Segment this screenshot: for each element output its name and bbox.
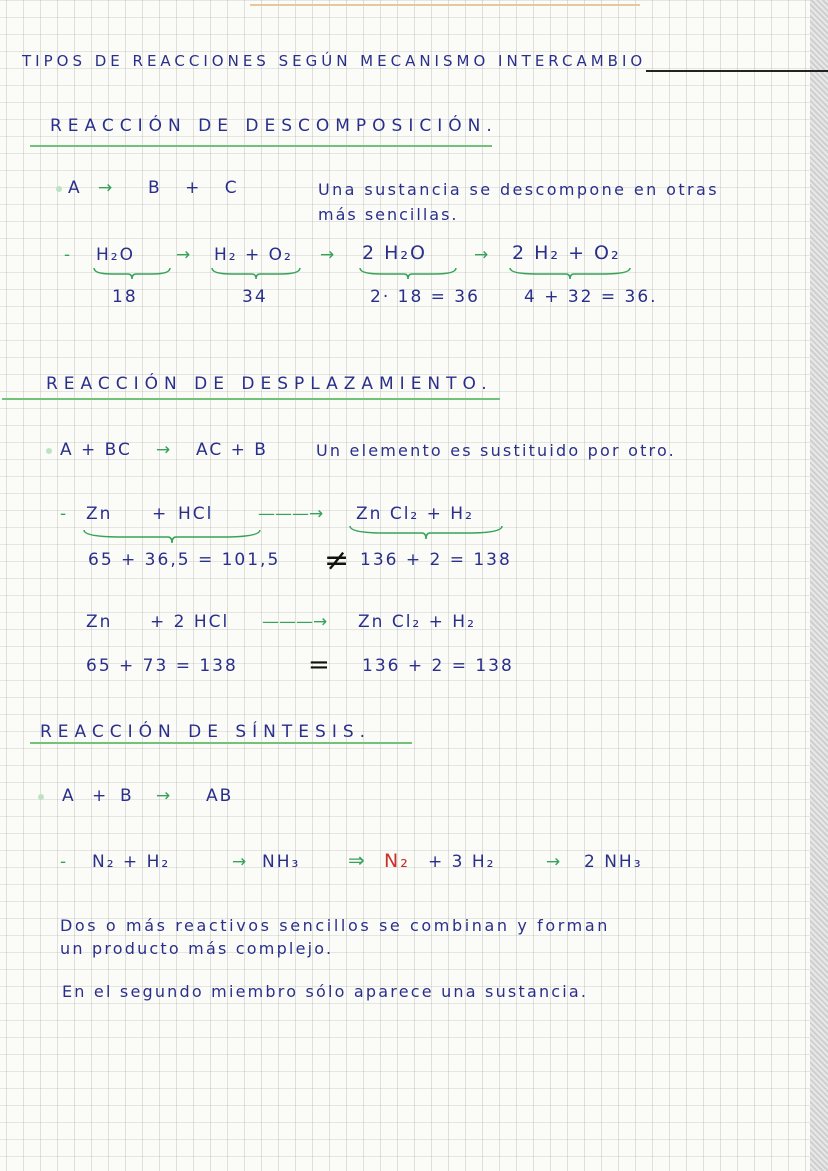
mass2-sum-left: 65 + 73 = 138	[86, 656, 238, 676]
underbrace	[82, 528, 262, 544]
heading-underline	[2, 398, 500, 400]
mass2-sum-right: 136 + 2 = 138	[362, 656, 514, 676]
reaction-arrow: →	[546, 852, 563, 872]
synthesis-product: NH₃	[262, 852, 301, 872]
general-products: B + C	[148, 178, 239, 198]
example-zn: Zn	[86, 504, 113, 524]
balanced-nh3: 2 NH₃	[584, 852, 643, 872]
example-dash: -	[60, 504, 69, 524]
example-products: Zn Cl₂ + H₂	[356, 504, 474, 524]
balanced-products: 2 H₂ + O₂	[512, 242, 621, 264]
example2-hcl: + 2 HCl	[150, 612, 230, 632]
general-reactants: A + BC	[60, 440, 132, 460]
definition-line: Un elemento es sustituido por otro.	[316, 441, 676, 460]
bullet-dot	[56, 186, 62, 192]
underbrace	[508, 266, 632, 280]
bullet-dot	[46, 448, 52, 454]
mass-h2o: 18	[112, 287, 138, 307]
reaction-arrow: →	[232, 852, 249, 872]
example-products: H₂ + O₂	[214, 245, 293, 265]
mass-h2-o2: 34	[242, 287, 268, 307]
reaction-arrow: →	[156, 440, 173, 460]
reaction-arrow: →	[320, 245, 337, 265]
definition-line-2: más sencillas.	[318, 205, 459, 224]
example-dash: -	[60, 852, 69, 872]
synthesis-a: A	[62, 786, 76, 806]
reaction-arrow: →	[98, 178, 115, 198]
reaction-arrow: →	[176, 245, 193, 265]
section-heading-desplazamiento: REACCIÓN DE DESPLAZAMIENTO.	[46, 374, 493, 394]
reaction-arrow-long: ———→	[262, 612, 328, 632]
reaction-arrow: →	[474, 245, 491, 265]
general-products: AC + B	[196, 440, 268, 460]
page-title: TIPOS DE REACCIONES SEGÚN MECANISMO INTERCAMBIO	[22, 52, 647, 70]
general-reactant: A	[68, 178, 82, 198]
reaction-arrow-long: ———→	[258, 504, 324, 524]
synthesis-b: B	[120, 786, 134, 806]
equal-sign: =	[308, 650, 332, 680]
example-plus: +	[152, 504, 169, 524]
heading-underline	[30, 742, 412, 744]
example2-products: Zn Cl₂ + H₂	[358, 612, 476, 632]
mass-2h2o: 2· 18 = 36	[370, 287, 480, 307]
underbrace	[92, 266, 172, 280]
notebook-edge	[810, 0, 828, 1171]
note-line-1: Dos o más reactivos sencillos se combinan y forman	[60, 916, 610, 935]
synthesis-plus: +	[92, 786, 109, 806]
section-heading-descomposicion: REACCIÓN DE DESCOMPOSICIÓN.	[50, 116, 498, 136]
example2-zn: Zn	[86, 612, 113, 632]
balanced-reactant: 2 H₂O	[362, 242, 427, 264]
section-heading-sintesis: REACCIÓN DE SÍNTESIS.	[40, 722, 372, 742]
mass-sum-right: 136 + 2 = 138	[360, 550, 512, 570]
synthesis-ab: AB	[206, 786, 234, 806]
underbrace	[210, 266, 302, 280]
reaction-arrow: →	[156, 786, 173, 806]
example-reactant: H₂O	[96, 245, 135, 265]
not-equal-sign: ≠	[324, 543, 352, 578]
note-line-3: En el segundo miembro sólo aparece una sustancia.	[62, 982, 589, 1001]
heading-underline	[30, 145, 492, 147]
underbrace	[348, 524, 504, 540]
balanced-h2: + 3 H₂	[428, 852, 496, 872]
bullet-dot	[38, 794, 44, 800]
example-hcl: HCl	[178, 504, 214, 524]
mass-sum-left: 65 + 36,5 = 101,5	[88, 550, 281, 570]
underbrace	[358, 266, 458, 280]
balanced-n2: N₂	[384, 850, 410, 872]
double-arrow: ⇒	[348, 848, 367, 872]
page-top-line	[250, 4, 640, 6]
title-rule	[646, 70, 828, 72]
synthesis-reactants: N₂ + H₂	[92, 852, 171, 872]
mass-2h2-o2: 4 + 32 = 36.	[524, 287, 658, 307]
definition-line-1: Una sustancia se descompone en otras	[318, 180, 719, 199]
note-line-2: un producto más complejo.	[60, 939, 334, 958]
example-dash: -	[64, 245, 73, 265]
